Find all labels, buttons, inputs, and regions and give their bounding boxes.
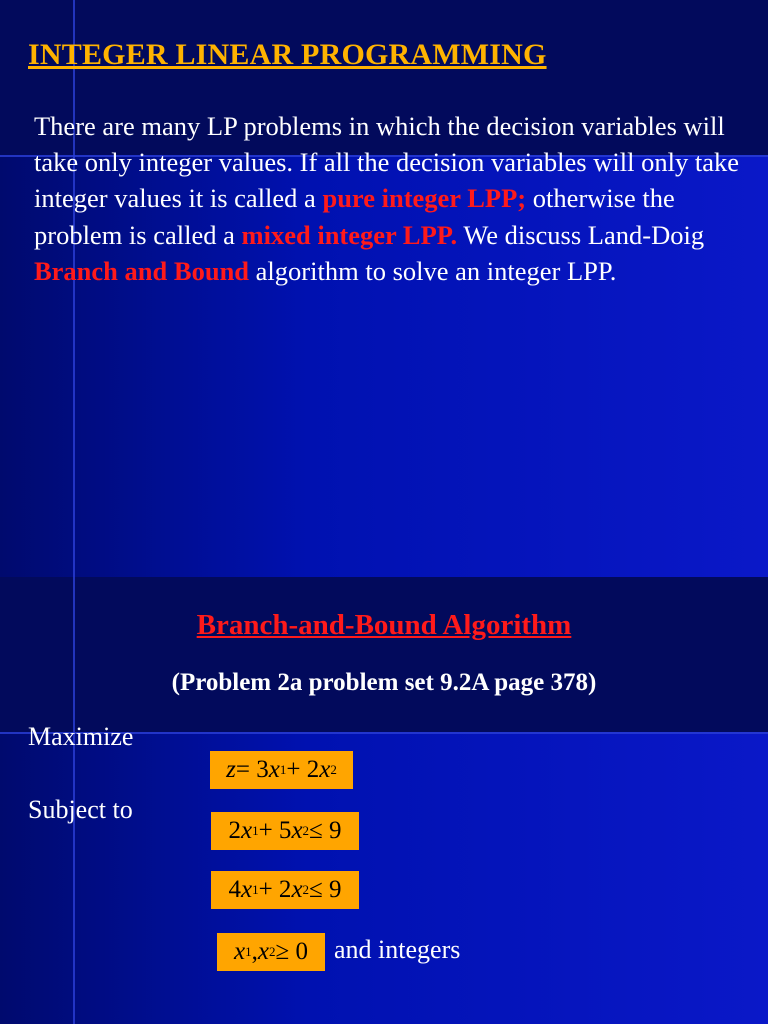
eq-text: ≤ 9 (309, 817, 342, 844)
subscript: 1 (252, 882, 259, 897)
var-x: x (240, 817, 253, 844)
constraint-2-box (211, 871, 359, 909)
slide-1-title: INTEGER LINEAR PROGRAMMING (28, 38, 547, 71)
slide-2-subtitle: (Problem 2a problem set 9.2A page 378) (171, 669, 597, 696)
slide-2-title: Branch-and-Bound Algorithm (196, 609, 572, 641)
and-integers-text: and integers (334, 935, 461, 964)
eq-text: + 2 (286, 756, 320, 783)
nonnegativity-box (217, 933, 325, 971)
slide-1-paragraph (34, 108, 754, 289)
eq-text: 4 (228, 876, 241, 903)
subscript: 2 (302, 882, 310, 897)
subscript: 2 (330, 762, 337, 777)
eq-text: ≤ 9 (309, 876, 342, 903)
var-x: x (319, 756, 331, 783)
subscript: 2 (302, 823, 310, 838)
subscript: 1 (279, 762, 287, 777)
slide-2-top-band (0, 577, 768, 732)
eq-text: + 5 (258, 817, 292, 844)
eq-text: 2 (228, 817, 241, 844)
subscript: 1 (252, 823, 259, 838)
maximize-label: Maximize (28, 722, 134, 751)
eq-text: = 3 (235, 756, 269, 783)
paragraph-text: otherwise the problem is called a (34, 183, 675, 250)
var-x: x (234, 938, 246, 965)
paragraph-text: algorithm to solve an integer LPP. (249, 255, 617, 286)
var-x: x (291, 817, 303, 844)
subscript: 2 (268, 944, 276, 959)
paragraph-text: We discuss Land-Doig (457, 219, 705, 250)
var-x: x (257, 938, 269, 965)
var-x: x (268, 756, 280, 783)
slide-2 (0, 577, 768, 1024)
constraint-1-box (211, 812, 359, 850)
subject-to-label: Subject to (28, 795, 133, 824)
var-z: z (226, 756, 236, 783)
eq-text: , (251, 938, 258, 965)
highlight-pure-integer: pure integer LPP; (322, 183, 527, 214)
var-x: x (240, 876, 253, 903)
objective-function-box (210, 751, 353, 789)
var-x: x (291, 876, 303, 903)
subscript: 1 (245, 944, 252, 959)
highlight-branch-and-bound: Branch and Bound (34, 255, 250, 286)
eq-text: ≥ 0 (275, 938, 308, 965)
eq-text: + 2 (258, 876, 292, 903)
paragraph-text: There are many LP problems in which the decision variables will take only integer values. If all the decision variables will only take integer values it is called a (34, 111, 739, 214)
highlight-mixed-integer: mixed integer LPP. (241, 219, 458, 250)
